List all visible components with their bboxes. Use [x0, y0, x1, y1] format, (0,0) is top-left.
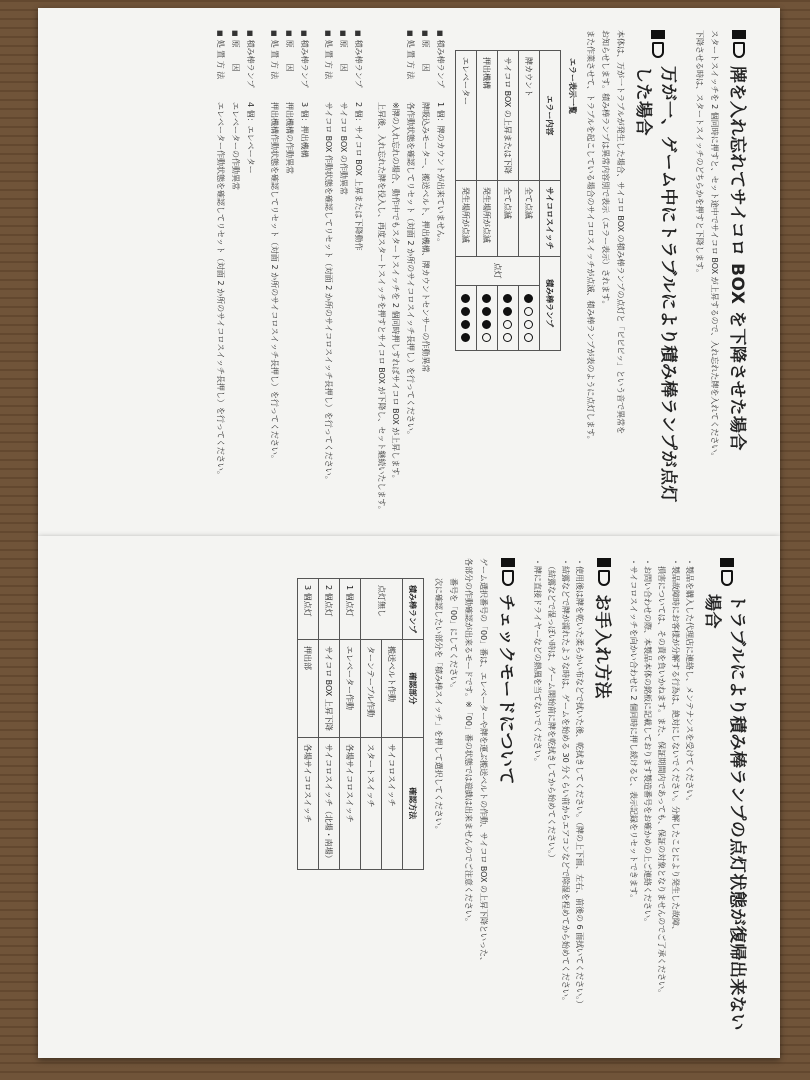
item-key	[389, 30, 402, 102]
table-header: エラー内容	[540, 51, 561, 181]
bullet-item: ・使用後は牌を乾いた柔らかい布などで拭いた後、乾拭きしてください。（牌の上下面、左右、前後の 6 面拭いてください。）	[575, 558, 584, 1009]
section-title: お手入れ方法	[592, 594, 612, 699]
section-header-care	[592, 558, 617, 1036]
section-title: チェックモードについて	[496, 594, 516, 785]
lamp-on-icon	[462, 307, 471, 316]
check-method: サイコロスイッチ（北場・南場）	[319, 737, 340, 869]
table-row	[519, 51, 540, 351]
table-row	[498, 51, 519, 351]
lamp-state: 2 個点灯	[319, 579, 340, 640]
item-value: 2 個：サイコロ BOX 上昇または下降動作	[354, 102, 363, 251]
section-marker-icon	[502, 558, 516, 586]
error-table	[455, 50, 561, 351]
table-header: 積み棒ランプ	[403, 579, 424, 640]
table-row	[382, 579, 403, 870]
section-marker-icon	[720, 558, 734, 586]
item-value: 3 個：押出機構	[300, 102, 309, 158]
item-key: ■ 積み棒ランプ	[243, 30, 257, 102]
lamp-off-icon	[525, 333, 534, 342]
lamp-on-icon	[525, 294, 534, 303]
table-header: 積み棒ランプ	[540, 256, 561, 350]
bullet-item: ・結露などで牌が濡れたような時は、ゲームを始める 30 分くらい前からエアコンなどで除湿を程めてから始めてください。	[561, 558, 570, 1005]
item-key: ■ 処 置 方 法	[267, 30, 281, 102]
lamp-off-icon	[504, 333, 513, 342]
section-header-check-mode	[496, 558, 521, 1036]
table-row	[298, 579, 319, 870]
error-label: 押出機構	[477, 51, 498, 181]
paragraph: 番号を「00」にしてください。	[449, 578, 458, 693]
lamp-2-block	[321, 30, 365, 514]
section-header-unrecoverable	[702, 558, 752, 1036]
table-row	[319, 579, 340, 870]
top-sheet	[38, 8, 780, 536]
section-marker-icon	[733, 30, 747, 58]
check-method: 各場サイコロスイッチ	[340, 737, 361, 869]
lamp-state: 点灯無し	[361, 579, 403, 640]
item-key	[375, 30, 388, 102]
lamp-state: 1 個点灯	[340, 579, 361, 640]
item-key: ■ 原 因	[282, 30, 296, 102]
lamp-on-icon	[483, 307, 492, 316]
check-part: 搬送ベルト作動	[382, 640, 403, 738]
check-part: サイコロ BOX 上昇下降	[319, 640, 340, 738]
item-value: エレベーター作動状態を確認してリセット（対面 2 か所のサイコロスイッチ長押し）を行ってください。	[216, 102, 225, 479]
item-value: 押出機構作動状態を確認してリセット（対面 2 か所のサイコロスイッチ長押し）を行ってください。	[270, 102, 279, 463]
section-header-forgot-tile	[727, 30, 752, 514]
bullet-item: （結露などで湿っぽい時は、ゲーム開始前に牌を乾拭きしてから始めてください。）	[547, 558, 556, 862]
item-key: ■ 積み棒ランプ	[351, 30, 365, 102]
check-part: 押出部	[298, 640, 319, 738]
check-method: スタートスイッチ	[361, 737, 382, 869]
paragraph: お知らせします。積み棒ランプは異常内容別で表示（エラー表示）されます。	[601, 30, 610, 309]
switch-state: 発生場所が点滅	[456, 180, 477, 256]
item-value: 牌吸込みモーター、搬送ベルト、押出機構、牌カウントセンサーの作動異常	[421, 102, 430, 373]
item-key: ■ 積み棒ランプ	[433, 30, 447, 102]
section-header-lamp-trouble	[633, 30, 683, 514]
item-key: ■ 原 因	[228, 30, 242, 102]
error-label: エレベーター	[456, 51, 477, 181]
group-label: 点灯	[456, 256, 540, 285]
item-note: 上昇後、入れ忘れた牌を投入し、再度スタートスイッチを押すとサイコロ BOX が下降し、セット継続いたします。	[377, 102, 386, 514]
switch-state: 全て点滅	[519, 180, 540, 256]
paragraph: 下降させる時は、スタートスイッチのどちらかを押すと下降します。	[695, 30, 704, 277]
lamp-off-icon	[504, 320, 513, 329]
switch-state: 発生場所が点滅	[477, 180, 498, 256]
paragraph: スタートスイッチを 2 個同時に押すと、セット途中でサイコロ BOX が上昇するので、入れ忘れた牌を入れてください。	[710, 30, 719, 461]
item-key: ■ 原 因	[418, 30, 432, 102]
item-value: サイコロ BOX の作動異常	[339, 102, 348, 195]
item-value: サイコロ BOX 作動状態を確認してリセット（対面 2 か所のサイコロスイッチ長押し）を行ってください。	[324, 102, 333, 484]
lamp-cell	[456, 285, 477, 350]
item-key: ■ 処 置 方 法	[321, 30, 335, 102]
lamp-on-icon	[483, 294, 492, 303]
table-header: 確認方法	[403, 737, 424, 869]
bullet-item: 損害については、その責を負いかねます。また、保証期間内であっても、保証の対象となりませんのでご了承ください。	[657, 558, 666, 998]
item-key: ■ 処 置 方 法	[213, 30, 227, 102]
error-table-caption: エラー表示一覧	[568, 58, 577, 114]
paragraph: また作業させて、トラブルを起こしている場合のサイコロスイッチが点滅、積み棒ランプが表のように点灯します。	[586, 30, 595, 444]
bullet-item: ・牌に直接ドライヤーなどの熱風を当てないでください。	[533, 558, 542, 766]
section-title: 牌を入れ忘れてサイコロ BOX を下降させた場合	[727, 66, 747, 451]
section-title: トラブルにより積み棒ランプの点灯状態が復帰出来ない場合	[702, 594, 747, 1031]
lamp-1-block	[375, 30, 447, 514]
bullet-item: ・サイコロスイッチを向かい合わせに 2 個同時に押し続けると、表示記録をリセットできます。	[629, 558, 638, 903]
bullet-item: ・製品を購入した代理店に連絡し、メンテナンスを受けてください。	[685, 558, 694, 806]
paragraph: 次に確認したい部分を「積み棒スイッチ」を押して選択してください。	[434, 578, 443, 834]
bullet-item: ・お問い合わせの際、本製品本体の銘板に記載しております製造番号をお確かめの上ご連絡ください。	[643, 558, 652, 926]
lamp-off-icon	[483, 333, 492, 342]
table-row	[477, 51, 498, 351]
check-part: エレベーター作動	[340, 640, 361, 738]
lamp-off-icon	[525, 320, 534, 329]
lamp-on-icon	[504, 307, 513, 316]
error-label: サイコロ BOX の上昇または下降	[498, 51, 519, 181]
error-label: 牌カウント	[519, 51, 540, 181]
paragraph: 各部分の作動確認が出来るモードです。※「00」番の状態では遊戯は出来ませんのでご注意ください。	[464, 558, 473, 926]
lamp-cell	[477, 285, 498, 350]
check-part: ターンテーブル作動	[361, 640, 382, 738]
bottom-sheet	[38, 536, 780, 1058]
lamp-on-icon	[462, 294, 471, 303]
paragraph: ゲーム選択番号の「00」番は、エレベーターや牌を運ぶ搬送ベルトの作動、サイコロ BOX の上昇下降といった、	[479, 558, 488, 965]
lamp-cell	[519, 285, 540, 350]
lamp-on-icon	[462, 320, 471, 329]
item-value: 押出機構の作動異常	[285, 102, 294, 174]
lamp-cell	[498, 285, 519, 350]
item-note: ※牌の入れ忘れの場合、動作中でもスタートスイッチを 2 個同時押しすればサイコロ BOX が上昇します。	[391, 102, 400, 483]
lamp-on-icon	[462, 333, 471, 342]
table-header: 確認部分	[403, 640, 424, 738]
table-header: サイコロスイッチ	[540, 180, 561, 256]
lamp-off-icon	[525, 307, 534, 316]
switch-state: 全て点滅	[498, 180, 519, 256]
item-value: エレベーターの作動異常	[231, 102, 240, 190]
check-mode-table	[297, 578, 424, 870]
lamp-3-block	[267, 30, 311, 514]
check-method: 各場サイコロスイッチ	[298, 737, 319, 869]
table-row	[340, 579, 361, 870]
item-value: 4 個：エレベーター	[246, 102, 255, 174]
check-method: サイコロスイッチ	[382, 737, 403, 869]
item-key: ■ 処 置 方 法	[403, 30, 417, 102]
item-key: ■ 原 因	[336, 30, 350, 102]
item-key: ■ 積み棒ランプ	[297, 30, 311, 102]
lamp-state: 3 個点灯	[298, 579, 319, 640]
section-marker-icon	[651, 30, 665, 58]
item-value: 1 個：牌のカウントが出来ていません。	[436, 102, 445, 247]
section-title: 万が一、ゲーム中にトラブルにより積み棒ランプが点灯した場合	[633, 66, 678, 503]
section-marker-icon	[598, 558, 612, 586]
lamp-4-block	[213, 30, 257, 514]
bullet-item: ・製品故障時にお客様が分解する行為は、絶対にしないでください。分解したことにより発生した故障、	[671, 558, 680, 934]
table-row	[456, 51, 477, 351]
paragraph: 本体は、万が一トラブルが発生した場合、サイコロ BOX の積み棒ランプの点灯と「ピピピッ」という音で異常を	[616, 30, 625, 435]
lamp-on-icon	[483, 320, 492, 329]
lamp-on-icon	[504, 294, 513, 303]
item-value: 各作動状態を確認してリセット（対面 2 か所のサイコロスイッチ長押し）を行ってください。	[406, 102, 415, 439]
